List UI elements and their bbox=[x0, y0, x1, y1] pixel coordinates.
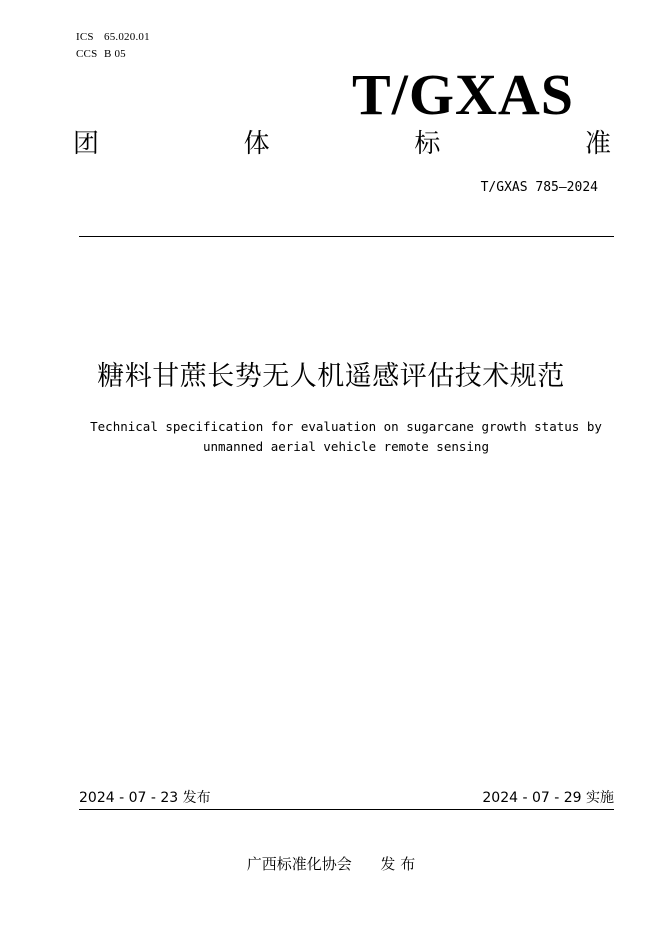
standard-number: T/GXAS 785—2024 bbox=[480, 180, 598, 195]
ics-line bbox=[76, 31, 150, 43]
ccs-line bbox=[76, 48, 126, 60]
title-english-line-1: Technical specification for evaluation on sugarcane growth status by bbox=[90, 419, 602, 434]
implementation-date-label: 实施 bbox=[586, 790, 614, 806]
standard-type bbox=[73, 126, 611, 162]
title-chinese: 糖料甘蔗长势无人机遥感评估技术规范 bbox=[97, 361, 565, 392]
publisher-line bbox=[0, 854, 662, 874]
title-english-line-2: unmanned aerial vehicle remote sensing bbox=[203, 439, 489, 454]
bottom-divider bbox=[79, 809, 614, 810]
issue-date bbox=[79, 789, 211, 807]
ccs-label: CCS bbox=[76, 48, 98, 60]
title-english bbox=[60, 417, 632, 457]
implementation-date bbox=[482, 789, 614, 807]
ics-label: ICS bbox=[76, 31, 94, 43]
standard-type-char: 标 bbox=[414, 129, 441, 159]
standard-type-char: 准 bbox=[584, 129, 611, 159]
top-divider bbox=[79, 236, 614, 237]
publish-label: 发 布 bbox=[380, 855, 416, 873]
standard-type-char: 团 bbox=[73, 129, 100, 159]
issue-date-value: 2024 - 07 - 23 bbox=[79, 790, 179, 806]
ccs-code: B 05 bbox=[104, 48, 126, 60]
publisher-name: 广西标准化协会 bbox=[246, 855, 352, 873]
implementation-date-value: 2024 - 07 - 29 bbox=[482, 790, 582, 806]
standard-type-char: 体 bbox=[243, 129, 270, 159]
ics-code: 65.020.01 bbox=[104, 31, 150, 43]
standard-logo: T/GXAS bbox=[352, 62, 574, 127]
issue-date-label: 发布 bbox=[182, 790, 211, 806]
